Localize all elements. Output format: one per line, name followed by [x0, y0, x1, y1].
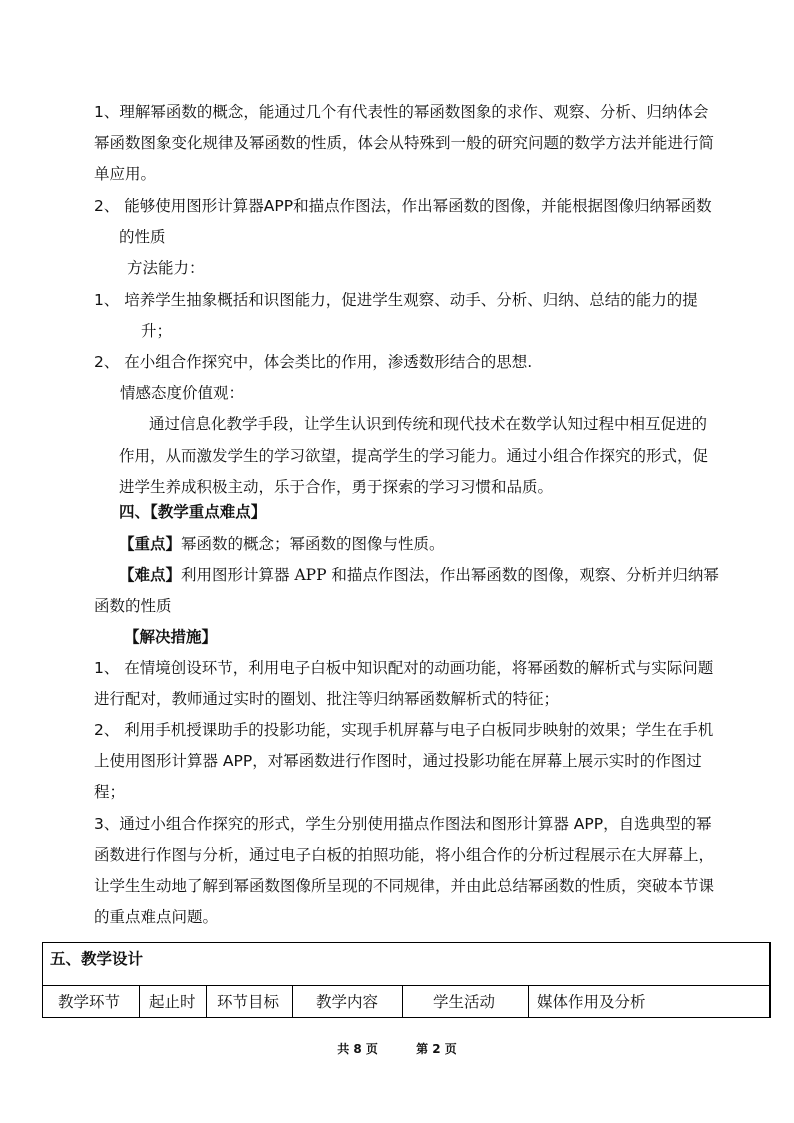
- emotion-line-1: 通过信息化教学手段，让学生认识到传统和现代技术在数学认知过程中相互促进的: [149, 415, 708, 433]
- design-table-header-row: [43, 985, 769, 1018]
- current-page: 第 2 页: [416, 1042, 457, 1056]
- objective-2-line-2: 的性质: [119, 228, 166, 246]
- total-pages: 共 8 页: [337, 1042, 378, 1056]
- header-cell-stage: 教学环节: [43, 986, 140, 1018]
- method-2-line: 2、 在小组合作探究中，体会类比的作用，渗透数形结合的思想.: [94, 353, 533, 371]
- solution-3-line-1: 3、通过小组合作探究的形式，学生分别使用描点作图法和图形计算器 APP，自选典型的幂: [94, 815, 712, 833]
- page-footer: [0, 1041, 794, 1057]
- method-1-line-2: 升；: [141, 322, 173, 340]
- solution-2-line-1: 2、 利用手机授课助手的投影功能，实现手机屏幕与电子白板同步映射的效果；学生在手机: [94, 721, 714, 739]
- solution-2-line-2: 上使用图形计算器 APP，对幂函数进行作图时，通过投影功能在屏幕上展示实时的作图过: [94, 752, 702, 770]
- emotion-line-2: 作用，从而激发学生的学习欲望，提高学生的学习能力。通过小组合作探究的形式，促: [119, 447, 709, 465]
- solution-3-line-4: 的重点难点问题。: [94, 908, 219, 926]
- solution-3-line-2: 函数进行作图与分析，通过电子白板的拍照功能，将小组合作的分析过程展示在大屏幕上，: [94, 846, 715, 864]
- key-point-line: [119, 534, 445, 554]
- method-1-line-1: 1、 培养学生抽象概括和识图能力，促进学生观察、动手、分析、归纳、总结的能力的提: [94, 291, 698, 309]
- difficulty-line-2: 函数的性质: [94, 597, 172, 615]
- key-point-text: 幂函数的概念；幂函数的图像与性质。: [181, 535, 445, 553]
- solution-3-line-3: 让学生生动地了解到幂函数图像所呈现的不同规律，并由此总结幂函数的性质，突破本节课: [94, 877, 715, 895]
- design-table: [42, 942, 771, 1018]
- method-ability-heading: 方法能力：: [127, 259, 205, 277]
- header-cell-content: 教学内容: [293, 986, 403, 1018]
- objective-1-line-3: 单应用。: [94, 165, 157, 183]
- solution-1-line-1: 1、 在情境创设环节，利用电子白板中知识配对的动画功能，将幂函数的解析式与实际问题: [94, 659, 714, 677]
- difficulty-label: 【难点】: [119, 566, 182, 584]
- solution-2-line-3: 程；: [94, 783, 126, 801]
- emotion-heading: 情感态度价值观：: [120, 384, 245, 402]
- difficulty-text: 利用图形计算器 APP 和描点作图法，作出幂函数的图像，观察、分析并归纳幂: [181, 566, 719, 584]
- solution-1-line-2: 进行配对，教师通过实时的圈划、批注等归纳幂函数解析式的特征；: [94, 690, 560, 708]
- header-cell-media: 媒体作用及分析: [537, 993, 646, 1011]
- solution-heading: 【解决措施】: [124, 628, 218, 646]
- emotion-line-3: 进学生养成积极主动，乐于合作，勇于探索的学习习惯和品质。: [119, 478, 554, 496]
- design-table-title: 五、教学设计: [50, 950, 144, 968]
- header-cell-activity: 学生活动: [403, 986, 529, 1018]
- header-cell-time: 起止时: [140, 986, 207, 1018]
- objective-1-line-2: 幂函数图象变化规律及幂函数的性质，体会从特殊到一般的研究问题的数学方法并能进行简: [94, 134, 715, 152]
- section-4-heading: 四、【教学重点难点】: [119, 503, 267, 521]
- difficulty-line-1: [119, 565, 719, 585]
- objective-2-line-1: 2、 能够使用图形计算器APP和描点作图法，作出幂函数的图像，并能根据图像归纳幂函数: [94, 197, 712, 215]
- key-point-label: 【重点】: [119, 535, 182, 553]
- objective-1-line-1: 1、理解幂函数的概念，能通过几个有代表性的幂函数图象的求作、观察、分析、归纳体会: [94, 103, 709, 121]
- header-cell-goal: 环节目标: [207, 986, 293, 1018]
